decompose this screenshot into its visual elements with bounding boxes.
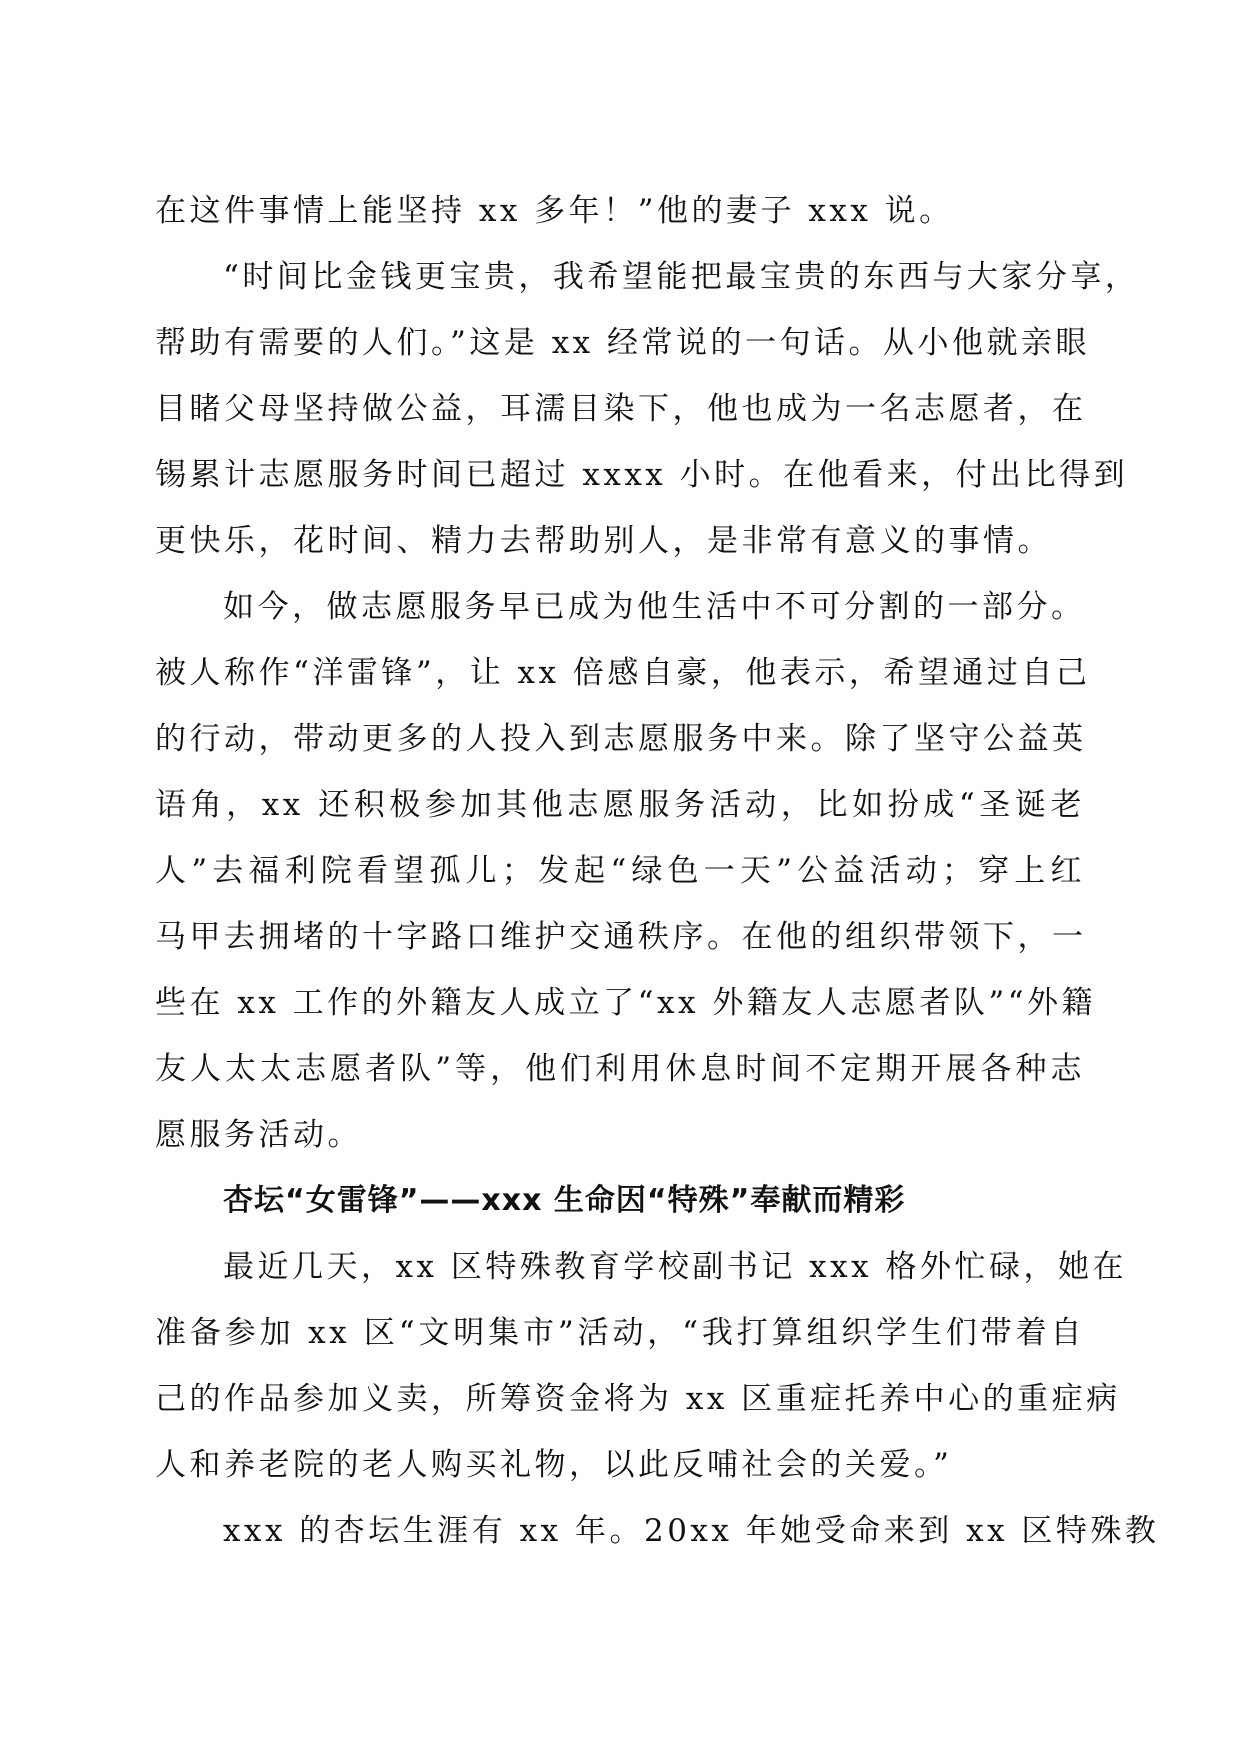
paragraph [155, 244, 1140, 574]
text-line: 些在 xx 工作的外籍友人成立了“xx 外籍友人志愿者队”“外籍 [155, 985, 1097, 1021]
text-line: 如今，做志愿服务早已成为他生活中不可分割的一部分。 [223, 589, 1086, 625]
text-line: 的行动，带动更多的人投入到志愿服务中来。除了坚守公益英 [155, 721, 1087, 757]
document-body [155, 178, 1160, 1564]
text-line: 准备参加 xx 区“文明集市”活动，“我打算组织学生们带着自 [155, 1315, 1085, 1351]
text-line: “时间比金钱更宝贵，我希望能把最宝贵的东西与大家分享， [223, 259, 1140, 295]
paragraph [155, 1498, 1160, 1564]
text-line: 人和养老院的老人购买礼物，以此反哺社会的关爱。” [155, 1447, 953, 1483]
text-line: 己的作品参加义卖，所筹资金将为 xx 区重症托养中心的重症病 [155, 1381, 1121, 1417]
text-line: 目睹父母坚持做公益，耳濡目染下，他也成为一名志愿者，在 [155, 391, 1087, 427]
text-line: 最近几天，xx 区特殊教育学校副书记 xxx 格外忙碌，她在 [223, 1249, 1127, 1285]
text-line: 锡累计志愿服务时间已超过 xxxx 小时。在他看来，付出比得到 [155, 457, 1129, 493]
text-line: 人”去福利院看望孤儿；发起“绿色一天”公益活动；穿上红 [155, 853, 1085, 889]
text-line: xxx 的杏坛生涯有 xx 年。20xx 年她受命来到 xx 区特殊教 [223, 1513, 1160, 1549]
paragraph [155, 178, 1085, 244]
text-line: 在这件事情上能坚持 xx 多年！”他的妻子 xxx 说。 [155, 193, 954, 229]
text-line: 更快乐，花时间、精力去帮助别人，是非常有意义的事情。 [155, 523, 1052, 559]
paragraph [155, 574, 1097, 1168]
section-heading: 杏坛“女雷锋”——xxx 生命因“特殊”奉献而精彩 [223, 1183, 906, 1218]
paragraph [155, 1234, 1127, 1498]
text-line: 友人太太志愿者队”等，他们利用休息时间不定期开展各种志 [155, 1051, 1085, 1087]
text-line: 愿服务活动。 [155, 1117, 362, 1153]
text-line: 被人称作“洋雷锋”，让 xx 倍感自豪，他表示，希望通过自己 [155, 655, 1091, 691]
text-line: 马甲去拥堵的十字路口维护交通秩序。在他的组织带领下，一 [155, 919, 1087, 955]
text-line: 语角，xx 还积极参加其他志愿服务活动，比如扮成“圣诞老 [155, 787, 1085, 823]
text-line: 帮助有需要的人们。”这是 xx 经常说的一句话。从小他就亲眼 [155, 325, 1091, 361]
